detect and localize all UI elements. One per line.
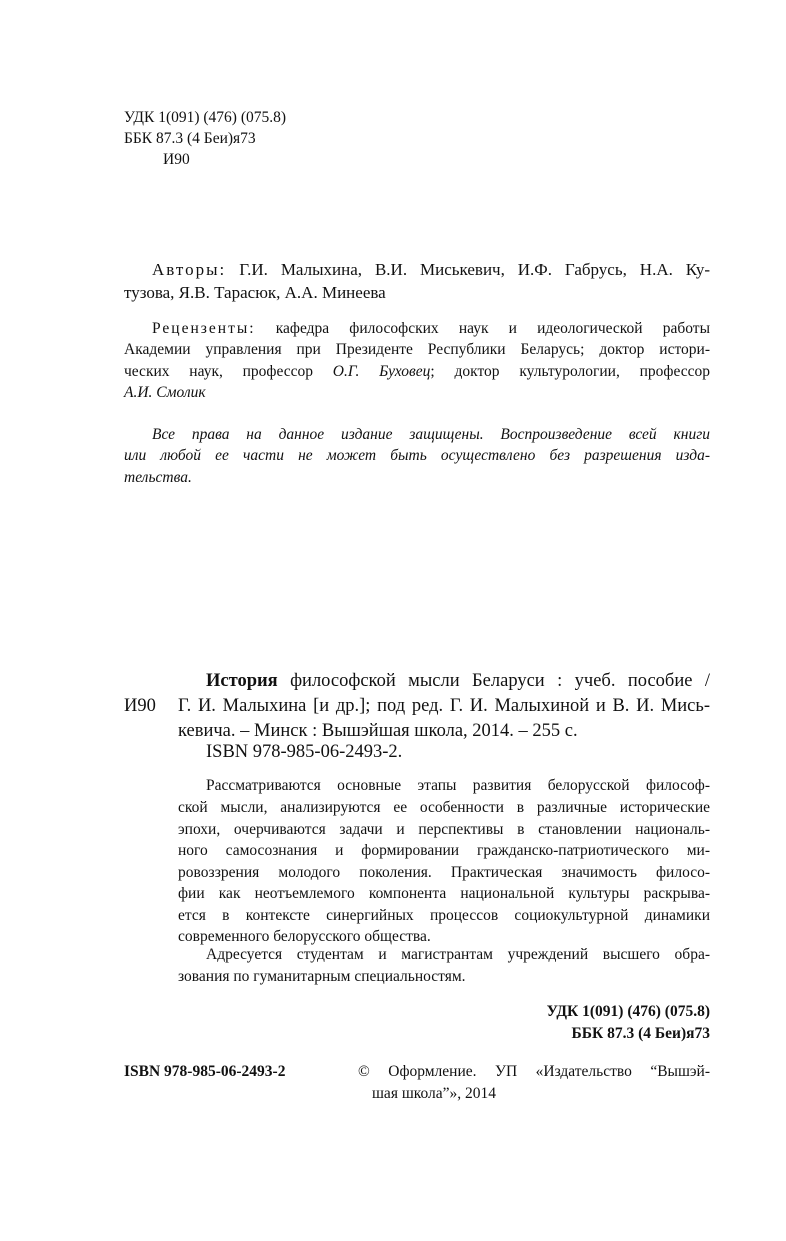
reviewers-line1-text: кафедра философских наук и идеологической работы [275,320,710,337]
rights-line2: или любой ее части не может быть осуществлено без разрешения изда- [124,447,710,464]
udk-header: УДК 1(091) (476) (075.8) [124,109,287,126]
annotation-line: фии как неотъемлемого компонента национальной культуры раскрыва- [178,885,710,902]
bbk-header: ББК 87.3 (4 Беи)я73 [124,130,256,147]
catalog-line1-rest: философской мысли Беларуси : учеб. пособие / [277,671,710,691]
annotation-p2-line1: Адресуется студентам и магистрантам учреждений высшего обра- [206,946,710,963]
copyright-block [358,1061,710,1083]
catalog-isbn: ISBN 978-985-06-2493-2. [206,742,403,762]
isbn-footer: ISBN 978-985-06-2493-2 [124,1063,286,1080]
copyright-line1: © Оформление. УП «Издательство “Вышэй- [358,1063,710,1080]
authors-line1 [152,258,710,281]
rights-line3: тельства. [124,468,192,486]
annotation-line: ного самосознания и формировании гражданско-патриотического ми- [178,842,710,859]
copyright-line2: шая школа”», 2014 [372,1085,497,1102]
reviewers-line2: Академии управления при Президенте Республики Беларусь; доктор истори- [124,341,710,358]
authors-text: Г.И. Малыхина, В.И. Миськевич, И.Ф. Габрусь, Н.А. Ку- [239,260,711,279]
reviewers-line3 [124,361,710,383]
catalog-line2: Г. И. Малыхина [и др.]; под ред. Г. И. Малыхиной и В. И. Мись- [178,696,710,716]
authors-line2: тузова, Я.В. Тарасюк, А.А. Минеева [124,283,386,302]
reviewer-name-smolik: А.И. Смолик [124,384,206,401]
annotation-line: ровоззрения молодого поколения. Практическая значимость филосо- [178,863,710,881]
reviewer-name-buhovec: О.Г. Буховец [332,362,431,380]
annotation-line: ется в контексте синергийных процессов социокультурной динамики [178,906,710,924]
author-code-header: И90 [163,151,190,168]
udk-footer: УДК 1(091) (476) (075.8) [546,1003,710,1020]
authors-label: Авторы: [152,260,227,279]
rights-line1: Все права на данное издание защищены. Воспроизведение всей книги [152,426,710,443]
catalog-code: И90 [124,696,156,716]
annotation-p1-line1: Рассматриваются основные этапы развития белорусской философ- [206,777,710,794]
bbk-footer: ББК 87.3 (4 Беи)я73 [571,1025,710,1042]
reviewers-line3-post: ; доктор культурологии, профессор [430,362,711,380]
annotation-p2-line2: зования по гуманитарным специальностям. [178,968,466,985]
catalog-line3: кевича. – Минск : Вышэйшая школа, 2014. – 255 с. [178,721,578,741]
annotation-p1-body [178,797,710,948]
rights-body [124,445,710,488]
book-title: История [206,671,278,691]
reviewers-line1 [152,318,710,340]
reviewers-label: Рецензенты: [152,320,256,337]
annotation-line: современного белорусского общества. [178,928,431,945]
annotation-line: эпохи, очерчиваются задачи и перспективы в становлении националь- [178,820,710,838]
reviewers-line3-pre: ческих наук, профессор [124,362,313,380]
annotation-line: ской мысли, анализируются ее особенности в различные исторические [178,799,710,816]
reviewers-body [124,339,710,404]
authors-block [152,258,710,281]
catalog-line1 [206,669,710,694]
catalog-body [178,694,710,744]
